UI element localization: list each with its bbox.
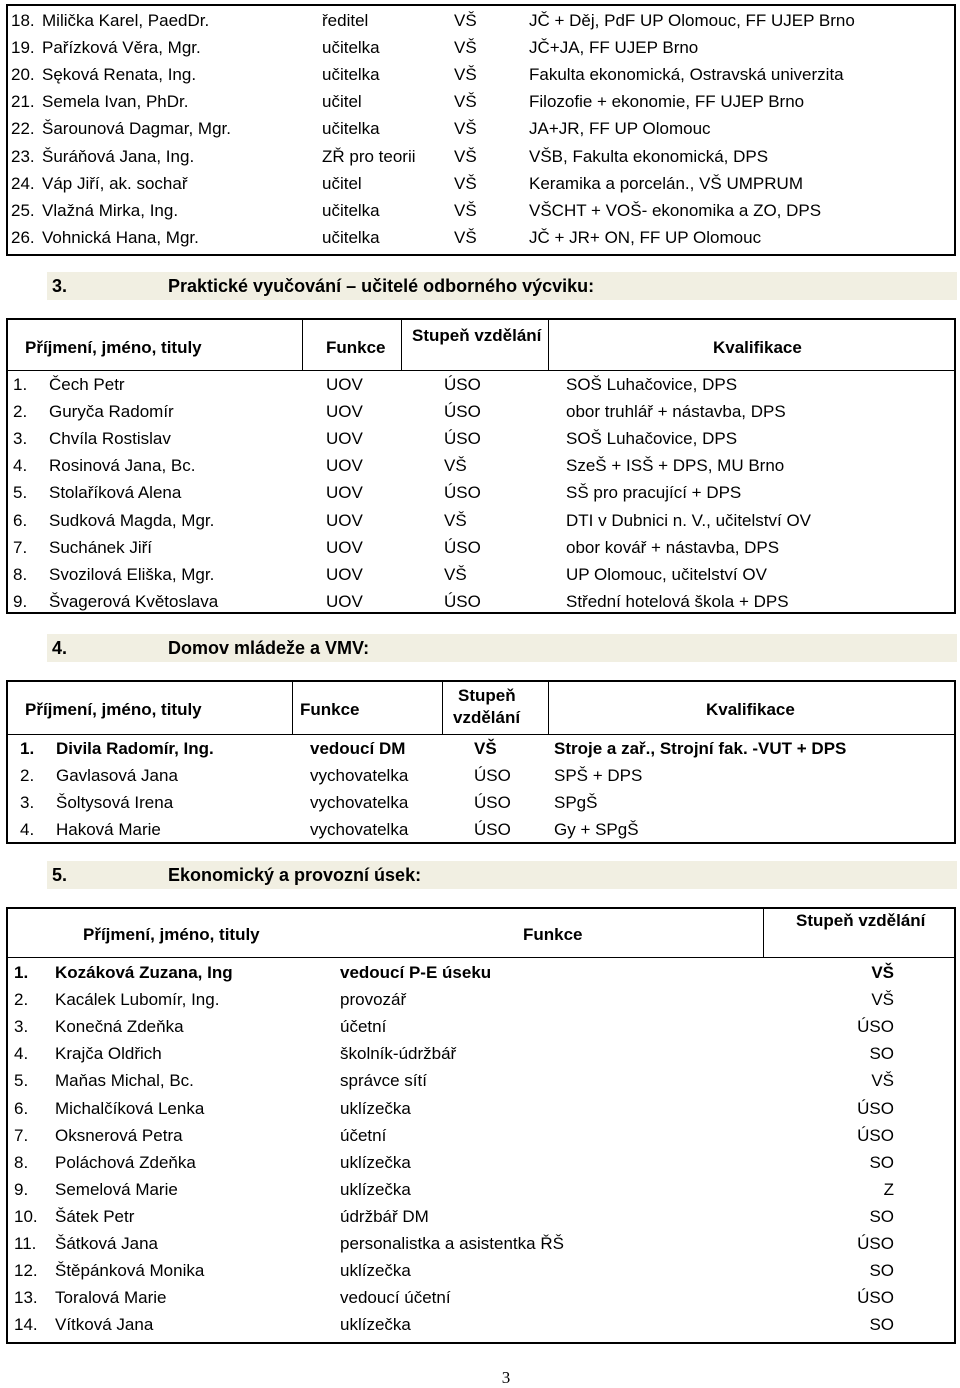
cell-kval: Keramika a porcelán., VŠ UMPRUM [529,173,803,193]
table-row [8,1257,954,1284]
table-row [8,398,954,425]
cell-num: 25. [11,200,35,220]
cell-funkce: vedoucí DM [310,739,406,758]
cell-kval: JČ+JA, FF UJEP Brno [529,38,699,58]
cell-kval: Fakulta ekonomická, Ostravská univerzita [529,65,844,85]
cell-funkce: vychovatelka [310,793,409,813]
section-number: 4. [52,638,68,658]
cell-name: Šuráňová Jana, Ing. [42,146,195,166]
cell-stupen: VŠ [871,1071,894,1091]
table-row [8,224,954,251]
cell-stupen: VŠ [454,38,477,58]
cell-stupen: VŠ [454,227,477,247]
cell-name: Štěpánková Monika [55,1261,205,1281]
header-stupen-1: Stupeň [458,686,516,705]
table-row [8,1311,954,1338]
cell-name: Švagerová Květoslava [49,591,219,611]
cell-kval: VŠCHT + VOŠ- ekonomika a ZO, DPS [529,200,822,220]
cell-funkce: ZŘ pro teorii [322,146,416,166]
cell-funkce: UOV [326,510,363,530]
cell-name: Rosinová Jana, Bc. [49,456,196,476]
cell-stupen: ÚSO [857,1125,894,1145]
cell-name: Guryča Radomír [49,402,174,422]
cell-num: 21. [11,92,35,112]
table-row [8,561,954,588]
cell-funkce: UOV [326,429,363,449]
cell-stupen: VŠ [454,119,477,139]
cell-name: Semelová Marie [55,1179,178,1199]
cell-stupen: VŠ [454,11,477,30]
cell-num: 3. [13,429,28,449]
cell-stupen: ÚSO [444,591,481,611]
cell-stupen: ÚSO [857,1017,894,1037]
cell-kval: VŠB, Fakulta ekonomická, DPS [529,146,769,166]
cell-name: Vohnická Hana, Mgr. [42,227,199,247]
table-row [8,959,954,986]
economic-table-inner [8,909,954,1342]
cell-num: 2. [20,766,35,786]
header-funkce: Funkce [326,338,386,357]
cell-name: Vlažná Mirka, Ing. [42,200,179,220]
cell-name: Toralová Marie [55,1288,167,1308]
staff-table-practical [6,318,956,614]
cell-kval: SPŠ + DPS [554,766,643,786]
table-row [8,143,954,170]
cell-stupen: ÚSO [444,483,481,503]
cell-num: 2. [13,402,28,422]
cell-num: 4. [13,456,28,476]
cell-stupen: ÚSO [857,1098,894,1118]
cell-stupen: VŠ [454,200,477,220]
table-row [8,1095,954,1122]
cell-num: 24. [11,173,35,193]
cell-funkce: uklízečka [340,1179,411,1199]
cell-name: Suchánek Jiří [49,537,152,557]
cell-funkce: údržbář DM [340,1206,429,1226]
section-title: Ekonomický a provozní úsek: [168,865,422,885]
cell-funkce: UOV [326,402,363,422]
cell-num: 7. [13,537,28,557]
table-row [8,534,954,561]
cell-num: 9. [14,1179,29,1199]
table-row [8,115,954,142]
cell-name: Svozilová Eliška, Mgr. [49,564,215,584]
cell-stupen: SO [869,1044,894,1064]
cell-name: Semela Ivan, PhDr. [42,92,189,112]
cell-kval: JČ + Děj, PdF UP Olomouc, FF UJEP Brno [529,11,855,30]
cell-name: Michalčíková Lenka [55,1098,205,1118]
cell-funkce: učitelka [322,227,380,247]
table-row [8,197,954,224]
cell-num: 1. [14,963,29,982]
header-name: Příjmení, jméno, tituly [25,700,202,719]
cell-kval: SOŠ Luhačovice, DPS [566,429,738,449]
table-row [8,452,954,479]
cell-name: Chvíla Rostislav [49,429,171,449]
cell-funkce: UOV [326,483,363,503]
section-4-heading [47,634,957,662]
cell-kval: SŠ pro pracující + DPS [566,483,742,503]
cell-num: 12. [14,1261,38,1281]
cell-stupen: VŠ [444,456,467,476]
cell-name: Milička Karel, PaedDr. [42,11,210,30]
table-row [8,1149,954,1176]
cell-name: Divila Radomír, Ing. [56,739,214,758]
cell-num: 5. [13,483,28,503]
cell-kval: obor truhlář + nástavba, DPS [566,402,786,422]
header-kval: Kvalifikace [706,700,795,719]
cell-stupen: VŠ [444,510,467,530]
cell-stupen: ÚSO [857,1288,894,1308]
table-row [8,1040,954,1067]
cell-num: 2. [14,990,29,1010]
table-row [8,425,954,452]
cell-stupen: SO [869,1206,894,1226]
header-funkce: Funkce [300,700,360,719]
cell-stupen: ÚSO [444,537,481,557]
cell-num: 3. [20,793,35,813]
cell-name: Kozáková Zuzana, Ing [55,963,233,982]
table-row [8,34,954,61]
cell-stupen: SO [869,1261,894,1281]
table-row [8,88,954,115]
cell-funkce: uklízečka [340,1152,411,1172]
cell-num: 1. [13,375,28,394]
cell-funkce: učitelka [322,38,380,58]
cell-name: Gavlasová Jana [56,766,178,786]
cell-kval: Gy + SPgŠ [554,820,639,840]
staff-table-dormitory [6,680,956,844]
cell-stupen: VŠ [454,173,477,193]
table-row [8,507,954,534]
cell-name: Sęková Renata, Ing. [42,65,197,85]
cell-kval: JA+JR, FF UP Olomouc [529,119,711,139]
cell-stupen: ÚSO [857,1234,894,1253]
header-stupen-2: vzdělání [453,708,521,727]
header-stupen: Stupeň vzdělání [796,911,926,930]
cell-stupen: ÚSO [444,429,481,449]
cell-stupen: ÚSO [444,402,481,422]
cell-name: Šarounová Dagmar, Mgr. [42,119,231,139]
cell-funkce: ředitel [322,11,369,30]
table-row [8,7,954,34]
table-row [8,1013,954,1040]
cell-kval: DTI v Dubnici n. V., učitelství OV [566,510,812,530]
cell-num: 1. [20,739,35,758]
cell-name: Vítková Jana [55,1315,154,1335]
cell-funkce: personalistka a asistentka ŘŠ [340,1234,564,1253]
cell-funkce: vedoucí P-E úseku [340,963,492,982]
cell-name: Haková Marie [56,820,161,840]
cell-num: 7. [14,1125,29,1145]
cell-name: Maňas Michal, Bc. [55,1071,194,1091]
table-row [8,1067,954,1094]
cell-funkce: učitelka [322,119,380,139]
cell-num: 19. [11,38,35,58]
cell-funkce: provozář [340,990,407,1010]
cell-stupen: ÚSO [474,820,511,840]
cell-num: 5. [14,1071,29,1091]
cell-kval: SOŠ Luhačovice, DPS [566,375,738,394]
cell-num: 26. [11,227,35,247]
cell-num: 8. [14,1152,29,1172]
cell-name: Krajča Oldřich [55,1044,162,1064]
cell-funkce: uklízečka [340,1315,411,1335]
section-number: 3. [52,276,68,296]
cell-funkce: účetní [340,1125,387,1145]
cell-name: Váp Jiří, ak. sochař [42,173,188,193]
cell-stupen: Z [883,1179,894,1199]
cell-name: Kacálek Lubomír, Ing. [55,990,220,1010]
cell-stupen: ÚSO [474,793,511,813]
cell-funkce: správce sítí [340,1071,427,1091]
cell-num: 10. [14,1206,38,1226]
cell-num: 6. [13,510,28,530]
table-row [8,789,954,816]
cell-stupen: VŠ [454,65,477,85]
cell-stupen: SO [869,1152,894,1172]
cell-num: 9. [13,591,28,611]
cell-stupen: VŠ [871,990,894,1010]
cell-kval: obor kovář + nástavba, DPS [566,537,780,557]
cell-funkce: účetní [340,1017,387,1037]
table-row [8,588,954,615]
cell-funkce: vychovatelka [310,820,409,840]
cell-kval: Střední hotelová škola + DPS [566,591,789,611]
table-row [8,1203,954,1230]
header-stupen: Stupeň vzdělání [412,326,542,345]
cell-stupen: SO [869,1315,894,1335]
cell-kval: Filozofie + ekonomie, FF UJEP Brno [529,92,805,112]
cell-num: 4. [14,1044,29,1064]
section-3-heading [47,272,957,300]
cell-kval: JČ + JR+ ON, FF UP Olomouc [529,227,762,247]
cell-stupen: ÚSO [444,375,481,394]
cell-name: Šátková Jana [55,1234,159,1253]
table-row [8,1230,954,1257]
cell-funkce: UOV [326,456,363,476]
cell-stupen: VŠ [474,739,497,758]
cell-num: 22. [11,119,35,139]
cell-funkce: UOV [326,375,363,394]
page-number: 3 [501,1368,511,1387]
table-row [8,735,954,762]
cell-num: 8. [13,564,28,584]
cell-funkce: učitel [322,92,362,112]
cell-name: Šoltysová Irena [56,793,174,813]
table-row [8,61,954,88]
cell-num: 20. [11,65,35,85]
cell-funkce: vychovatelka [310,766,409,786]
cell-kval: Stroje a zař., Strojní fak. -VUT + DPS [554,739,847,758]
staff-table-teachers [6,4,956,256]
cell-kval: SPgŠ [554,793,598,813]
cell-num: 18. [11,11,35,30]
cell-funkce: UOV [326,591,363,611]
cell-name: Sudková Magda, Mgr. [49,510,215,530]
cell-num: 13. [14,1288,38,1308]
header-name: Příjmení, jméno, tituly [25,338,202,357]
section-5-heading [47,861,957,889]
cell-funkce: UOV [326,564,363,584]
cell-name: Čech Petr [49,375,125,394]
cell-name: Oksnerová Petra [55,1125,183,1145]
section-title: Domov mládeže a VMV: [168,638,370,658]
table-row [8,762,954,789]
cell-stupen: VŠ [454,92,477,112]
cell-stupen: ÚSO [474,766,511,786]
table-row [8,170,954,197]
cell-stupen: VŠ [454,146,477,166]
table-row [8,1284,954,1311]
table-row [8,816,954,843]
cell-name: Poláchová Zdeňka [55,1152,196,1172]
cell-funkce: uklízečka [340,1261,411,1281]
table-row [8,986,954,1013]
table-row [8,371,954,398]
table-row [8,1122,954,1149]
cell-name: Konečná Zdeňka [55,1017,184,1037]
cell-stupen: VŠ [444,564,467,584]
header-funkce: Funkce [523,925,583,944]
table-row [8,479,954,506]
table-row [8,1176,954,1203]
cell-funkce: učitel [322,173,362,193]
cell-funkce: učitelka [322,65,380,85]
header-kval: Kvalifikace [713,338,802,357]
section-title: Praktické vyučování – učitelé odborného výcviku: [168,276,595,296]
header-name: Příjmení, jméno, tituly [83,925,260,944]
cell-name: Pařízková Věra, Mgr. [42,38,201,58]
cell-kval: SzeŠ + ISŠ + DPS, MU Brno [566,456,785,476]
cell-kval: UP Olomouc, učitelství OV [566,564,767,584]
cell-num: 4. [20,820,35,840]
cell-funkce: uklízečka [340,1098,411,1118]
cell-num: 14. [14,1315,38,1335]
cell-num: 6. [14,1098,29,1118]
cell-num: 3. [14,1017,29,1037]
cell-num: 11. [14,1234,37,1253]
cell-name: Šátek Petr [55,1206,135,1226]
cell-name: Stolaříková Alena [49,483,182,503]
cell-funkce: vedoucí účetní [340,1288,451,1308]
cell-funkce: školník-údržbář [340,1044,457,1064]
cell-funkce: UOV [326,537,363,557]
cell-stupen: VŠ [871,963,894,982]
section-number: 5. [52,865,68,885]
cell-num: 23. [11,146,35,166]
cell-funkce: učitelka [322,200,380,220]
